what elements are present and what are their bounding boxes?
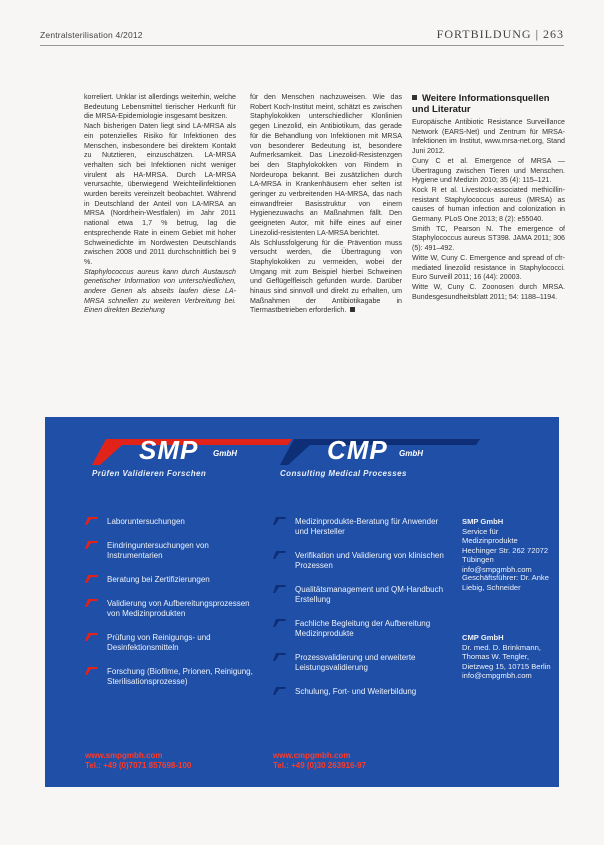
cmp-footer xyxy=(273,751,366,771)
reference: Witte W, Cuny C. Zoonosen durch MRSA. Bundesgesundheitsblatt 2011; 54: 1188–1194. xyxy=(412,282,565,301)
red-arrow-bullet-icon xyxy=(85,517,98,525)
advertisement: SMP GmbH Prüfen Validieren Forschen CMP GmbH Consulting Medical Processes Laboruntersuchungen Eindringuntersuchungen von Instrumentarien Beratung bei Zertifizierungen Validierung von Aufbereitungsprozessen von Medizinprodukten Prüfung von Reinigungs- und Desinfektionsmitteln Forschung (Biofilme, Prionen, Reinigung, Sterilisationsprozesse) Medizinprodukte-Beratung für Anwender und Hersteller Verifikation und Validierung von klinischen Prozessen Qualitätsmanagement und QM-Handbuch Erstellung Fachliche Begleitung der Aufbereitung Medizinprodukte Prozessvalidierung und erweiterte Leistungsvalidierung Schulung, Fort- und Weiterbildung SMP GmbH Service für Medizinprodukte Hechinger Str. 262 72072 Tübingen info@smpgmbh.com Geschäftsführer: Dr. Anke Liebig, Schneider CMP GmbH Dr. med. D. Brinkmann, Thomas W. Tengler, Dietzweg 15, 10715 Berlin info@cmpgmbh.com www.smpgmbh.com Tel.: +49 (0)7071 857698-100 www.cmpgmbh.com Tel.: +49 (0)30 263916-97 xyxy=(45,417,559,787)
article-column-2 xyxy=(250,93,402,316)
blue-arrow-bullet-icon xyxy=(273,687,286,695)
section-page: FORTBILDUNG | 263 xyxy=(436,27,564,41)
list-item: Forschung (Biofilme, Prionen, Reinigung, Sterilisationsprozesse) xyxy=(85,667,260,687)
list-item: Eindringuntersuchungen von Instrumentarien xyxy=(85,541,260,561)
paragraph: für den Menschen nachzuweisen. Wie das Robert Koch-Institut meint, schätzt es zwischen Staphylokokken unterschiedlicher Klonlinien gegen Linezolid, ein Antibiotikum, das gerade für die Behandlung von Infektionen mit MRSA von besonderer Bedeutung ist, besondere Aufmerksamkeit. Das Linezolid-Resistenzgen bei den Staphylokokken von Rindern in Nordeuropa bekannt. Bei zusätzlichen durch LA-MRSA in Krankenhäusern eher selten ist geringer zu verbreitenden HA-MRSA, das nach einwandfreier Basisstruktur von einem Hygienezuwachs an Maßnahmen fällt. Den geeigneten Autor, mit hilfe eines auf einer Linezolid-resistenten LA-MRSA berichtet. xyxy=(250,93,402,237)
smp-website-link[interactable]: www.smpgmbh.com xyxy=(85,751,163,760)
blue-arrow-bullet-icon xyxy=(273,619,286,627)
journal-issue: Zentralsterilisation 4/2012 xyxy=(40,30,143,40)
cmp-contact: CMP GmbH Dr. med. D. Brinkmann, Thomas W. Tengler, Dietzweg 15, 10715 Berlin info@cmpgmbh.com xyxy=(462,633,551,681)
reference: Witte W, Cuny C. Emergence and spread of cfr-mediated linezolid resistance in Staphylococci. Euro Surveill 2011; 16 (44): 20003. xyxy=(412,253,565,282)
red-arrow-bullet-icon xyxy=(85,575,98,583)
reference: Kock R et al. Livestock-associated methicillin-resistant Staphylococcus aureus (MRSA) as causes of human infection and colonization in Germany. PLoS One 2013; 8 (2): e55040. xyxy=(412,185,565,224)
blue-arrow-bullet-icon xyxy=(273,517,286,525)
smp-phone: Tel.: +49 (0)7071 857698-100 xyxy=(85,761,192,770)
end-of-article-mark xyxy=(350,307,355,312)
paragraph: Staphylococcus aureus kann durch Austausch genetischer Information von unterschiedlichen, andere Genen als abseits laufen diese LA-MRSA schnellen zu weiteren Verbreitung bei. Einen direkten Beziehung xyxy=(84,267,236,315)
management-info: Geschäftsführer: Dr. Anke Liebig, Schneider xyxy=(462,573,549,592)
red-arrow-bullet-icon xyxy=(85,633,98,641)
list-item: Qualitätsmanagement und QM-Handbuch Erstellung xyxy=(273,585,448,605)
list-item: Validierung von Aufbereitungsprozessen von Medizinprodukten xyxy=(85,599,260,619)
cmp-website-link[interactable]: www.cmpgmbh.com xyxy=(273,751,351,760)
heading-square-icon xyxy=(412,95,417,100)
paragraph: Als Schlussfolgerung für die Prävention muss versucht werden, die Übertragung von Staphylokokken zu vermeiden, wobei der Umgang mit zum Beispiel hierbei Schweinen und Geflügelfleisch gefunden wurde. Darüber hinaus sind sinnvoll und direkt zu erhalten, um Maßnahmen der Antibiotikagabe in Tiermastbetrieben erforderlich. xyxy=(250,238,402,315)
page-number: 263 xyxy=(543,27,564,41)
reference: Cuny C et al. Emergence of MRSA — Übertragung zwischen Tieren und Menschen. Hygiene und Medizin 2010; 35 (4): 115–121. xyxy=(412,156,565,185)
smp-tagline: Prüfen Validieren Forschen xyxy=(92,469,207,478)
list-item: Medizinprodukte-Beratung für Anwender und Hersteller xyxy=(273,517,448,537)
list-item: Prozessvalidierung und erweiterte Leistungsvalidierung xyxy=(273,653,448,673)
smp-service-list xyxy=(85,517,260,687)
references-column xyxy=(412,93,565,302)
red-arrow-bullet-icon xyxy=(85,667,98,675)
list-item: Schulung, Fort- und Weiterbildung xyxy=(273,687,448,697)
blue-arrow-bullet-icon xyxy=(273,551,286,559)
list-item: Beratung bei Zertifizierungen xyxy=(85,575,260,585)
section-name: FORTBILDUNG xyxy=(436,27,532,41)
cmp-phone: Tel.: +49 (0)30 263916-97 xyxy=(273,761,367,770)
smp-contact: SMP GmbH Service für Medizinprodukte Hechinger Str. 262 72072 Tübingen info@smpgmbh.com xyxy=(462,517,549,574)
blue-arrow-bullet-icon xyxy=(273,653,286,661)
cmp-service-list xyxy=(273,517,448,697)
reference: Europäische Antibiotic Resistance Surveillance Network (EARS-Net) und Zentrum für MRSA-Infektionen im Institut, www.mrsa-net.org, Stand Juni 2012. xyxy=(412,118,565,156)
blue-arrow-bullet-icon xyxy=(273,585,286,593)
references-heading: Weitere Informationsquellen und Literatur xyxy=(412,93,550,115)
red-arrow-bullet-icon xyxy=(85,599,98,607)
red-arrow-bullet-icon xyxy=(85,541,98,549)
list-item: Fachliche Begleitung der Aufbereitung Medizinprodukte xyxy=(273,619,448,639)
reference: Smith TC, Pearson N. The emergence of Staphylococcus aureus ST398. JAMA 2011; 306 (5): 491–492. xyxy=(412,224,565,253)
list-item: Laboruntersuchungen xyxy=(85,517,260,527)
paragraph: Nach bisherigen Daten liegt sind LA-MRSA als ein potenzielles Risiko für Infektionen des Menschen, insbesondere bei direktem Kontakt zu Nutztieren, einzuschätzen. LA-MRSA verhalten sich bei Infektionen nicht weniger virulent als HA-MRSA. Durch LA-MRSA verursachte, überwiegend Weichteilinfektionen wurden bereits vereinzelt beobachtet. Während in Deutschland der Anteil von LA-MRSA an MRSA (Nordrhein-Westfalen) im Jahr 2011 national etwa 1,7 % betrug, lag die entsprechende Rate in einem Gebiet mit hoher Schweinedichte im Nordwesten Deutschlands zwischen 2008 und 2011 durchschnittlich bei 9 %. xyxy=(84,122,236,266)
header-rule xyxy=(40,45,564,46)
cmp-tagline: Consulting Medical Processes xyxy=(280,469,407,478)
smp-footer xyxy=(85,751,191,771)
paragraph: korreliert. Unklar ist allerdings weiterhin, welche Bedeutung Lebensmittel tierischer Herkunft für die MRSA-Epidemiologie insgesamt besitzen. xyxy=(84,93,236,121)
article-column-1 xyxy=(84,93,236,316)
list-item: Prüfung von Reinigungs- und Desinfektionsmitteln xyxy=(85,633,260,653)
list-item: Verifikation und Validierung von klinischen Prozessen xyxy=(273,551,448,571)
